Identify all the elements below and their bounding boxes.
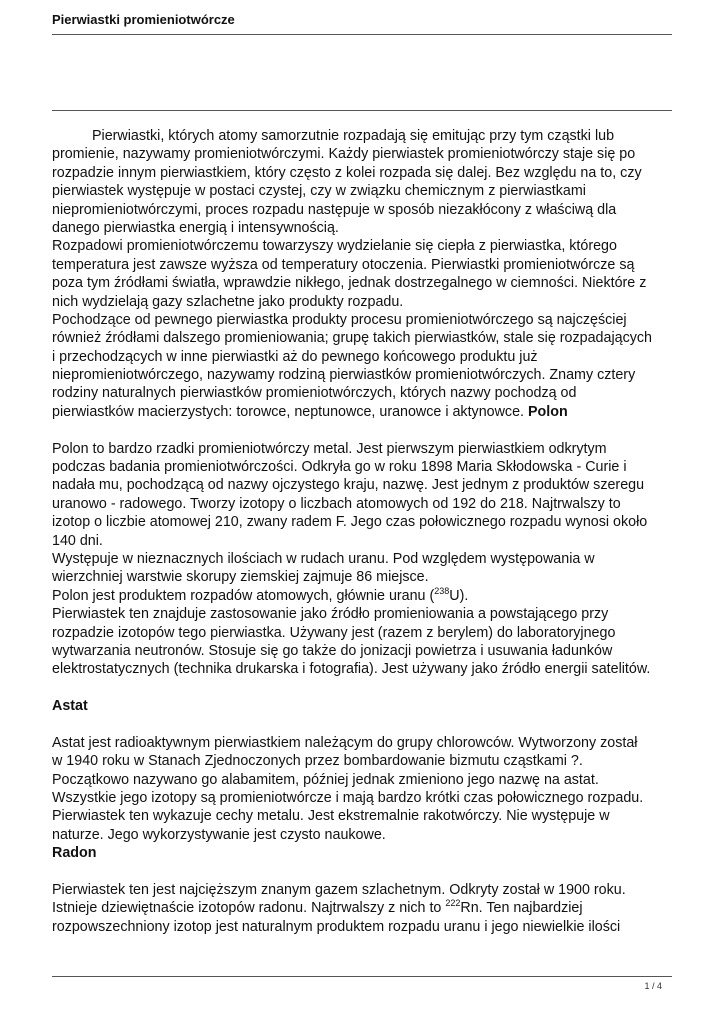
- header-rule: [52, 34, 672, 35]
- footer-rule: [52, 976, 672, 977]
- text-line: nadała mu, pochodzącą od nazwy ojczystego kraju, nazwę. Jest jednym z produktów szeregu: [52, 477, 645, 494]
- text-line: rozpadzie izotopów tego pierwiastka. Używany jest (razem z berylem) do laboratoryjnego: [52, 624, 616, 641]
- text-line: podczas badania promieniotwórczości. Odkryła go w roku 1898 Maria Skłodowska - Curie i: [52, 459, 627, 476]
- text-line: 140 dni.: [52, 532, 103, 549]
- text-line: elektrostatycznych (technika drukarska i fotografia). Jest używany jako źródło energii satelitów.: [52, 661, 651, 678]
- page-header-title: Pierwiastki promieniotwórcze: [52, 12, 235, 27]
- page-number: 1 / 4: [644, 981, 662, 991]
- astat-paragraph: [52, 734, 677, 844]
- polon-paragraph-2: [52, 605, 677, 679]
- text-line: rodziny naturalnych pierwiastków promieniotwórczych, których nazwy pochodzą od: [52, 385, 577, 402]
- text-line: również źródłami dalszego promieniowania; grupę takich pierwiastków, stale się rozpadających: [52, 330, 652, 347]
- text-line: promienie, nazywamy promieniotwórczymi. Każdy pierwiastek promieniotwórczy staje się po: [52, 146, 636, 163]
- text-line: Astat jest radioaktywnym pierwiastkiem należącym do grupy chlorowców. Wytworzony został: [52, 734, 638, 751]
- section-rule: [52, 110, 672, 111]
- text-line: poza tym źródłami światła, wprawdzie nikłego, jednak dostrzegalnego w ciemności. Niektóre z: [52, 275, 647, 292]
- text-line: uranowo - radowego. Tworzy izotopy o liczbach atomowych od 192 do 218. Najtrwalszy to: [52, 495, 621, 512]
- text-line: rozpadzie innym pierwiastkiem, który często z kolei rozpada się dalej. Bez względu na to, czy: [52, 164, 642, 181]
- document-body: [52, 127, 677, 936]
- section-heading-polon: Polon: [527, 403, 568, 420]
- text-line: Wszystkie jego izotopy są promieniotwórcze i mają bardzo krótki czas połowicznego rozpadu.: [52, 790, 644, 807]
- text-line: Pierwiastek ten znajduje zastosowanie jako źródło promieniowania a powstającego przy: [52, 606, 609, 623]
- text-line: Polon to bardzo rzadki promieniotwórczy metal. Jest pierwszym pierwiastkiem odkrytym: [52, 440, 607, 457]
- text-line: Pierwiastki, których atomy samorzutnie rozpadają się emitując przy tym cząstki lub: [92, 128, 615, 144]
- section-heading-astat: Astat: [52, 698, 88, 715]
- text-line: izotop o liczbie atomowej 210, zwany radem F. Jego czas połowicznego rozpadu wynosi około: [52, 514, 648, 531]
- text-line: Rozpadowi promieniotwórczemu towarzyszy wydzielanie się ciepła z pierwiastka, którego: [52, 238, 617, 255]
- text-line: temperatura jest zawsze wyższa od temperatury otoczenia. Pierwiastki promieniotwórcze są: [52, 256, 635, 273]
- text-line: w 1940 roku w Stanach Zjednoczonych przez bombardowanie bizmutu cząstkami ?.: [52, 753, 583, 770]
- text-line: wierzchniej warstwie skorupy ziemskiej zajmuje 86 miejsce.: [52, 569, 429, 586]
- section-heading-radon: Radon: [52, 845, 97, 862]
- text-line: rozpowszechniony izotop jest naturalnym produktem rozpadu uranu i jego niewielkie ilości: [52, 918, 621, 935]
- intro-paragraph: [52, 127, 677, 403]
- text-line: Polon jest produktem rozpadów atomowych, głównie uranu ($^{238}$U).: [52, 586, 469, 604]
- text-line: pierwiastków macierzystych: torowce, neptunowce, uranowce i aktynowce. Polon: [52, 403, 568, 420]
- text-line: Pierwiastek ten jest najcięższym znanym gazem szlachetnym. Odkryty został w 1900 roku.: [52, 882, 626, 899]
- text-line: niepromieniotwórczego, nazywamy rodziną pierwiastków promieniotwórczych. Znamy cztery: [52, 367, 636, 384]
- text-line: nich wydzielają gazy szlachetne jako produkty rozpadu.: [52, 293, 404, 310]
- text-line: Pochodzące od pewnego pierwiastka produkty procesu promieniotwórczego są najczęściej: [52, 311, 627, 328]
- text-line: danego pierwiastka energią i intensywnością.: [52, 219, 339, 236]
- text-line: Pierwiastek ten wykazuje cechy metalu. Jest ekstremalnie rakotwórczy. Nie występuje w: [52, 808, 610, 825]
- text-line: i przechodzących w inne pierwiastki aż do pewnego końcowego produktu już: [52, 348, 538, 365]
- text-line: naturze. Jego wykorzystywanie jest czysto naukowe.: [52, 826, 386, 843]
- text-line: Początkowo nazywano go alabamitem, później jednak zmieniono jego nazwę na astat.: [52, 771, 599, 788]
- text-line: wytwarzania neutronów. Stosuje się go także do jonizacji powietrza i usuwania ładunków: [52, 642, 613, 659]
- polon-paragraph: [52, 440, 677, 587]
- text-line: pierwiastek występuje w postaci czystej, czy w związku chemicznym z pierwiastkami: [52, 183, 586, 200]
- text-line: Istnieje dziewiętnaście izotopów radonu. Najtrwalszy z nich to $^{222}$Rn. Ten najbardziej: [52, 898, 583, 917]
- text-line: Występuje w nieznacznych ilościach w rudach uranu. Pod względem występowania w: [52, 550, 595, 567]
- text-line: niepromieniotwórczymi, proces rozpadu następuje w sposób niezakłócony z właściwą dla: [52, 201, 617, 218]
